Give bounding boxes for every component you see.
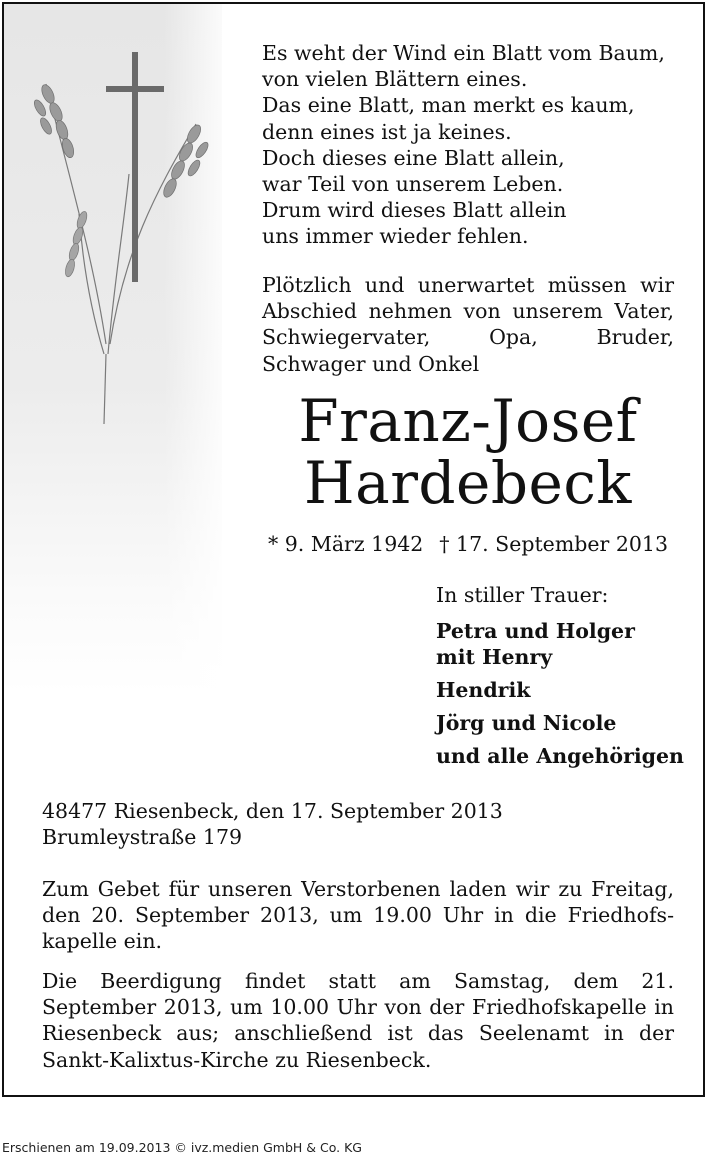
mourner-line: Petra und Holger [436,619,635,643]
funeral-paragraph: Die Beerdigung findet statt am Samstag, dem 21. September 2013, um 10.00 Uhr von der Friedhofskapelle in Riesenbeck aus; anschließend ist das Seelenamt in der Sankt-Kalixtus-Kirche zu Riesenbeck. [42,969,674,1072]
obituary-frame [2,2,705,1097]
prayer-paragraph: Zum Gebet für unseren Verstorbenen laden wir zu Freitag, den 20. September 2013, um 19.00 Uhr in die Friedhofs-kapelle ein. [42,877,674,954]
mourner-group [436,677,696,703]
intro-text: Plötzlich und unerwartet müssen wir Abschied nehmen von unserem Vater, Schwiegervater, Opa, Bruder, Schwager und Onkel [262,273,674,376]
poem-line: von vielen Blättern eines. [262,67,528,92]
first-name: Franz-Josef [298,387,638,455]
street-line: Brumleystraße 179 [42,825,243,849]
mourner-group [436,618,696,670]
death-date: † 17. September 2013 [439,532,668,556]
cross-and-wheat-emblem [34,24,234,444]
place-date-line: 48477 Riesenbeck, den 17. September 2013 [42,799,503,823]
last-name: Hardebeck [304,449,632,517]
poem-line: denn eines ist ja keines. [262,119,512,144]
life-dates [262,532,674,556]
wheat-icon [34,83,210,424]
poem-line: war Teil von unserem Leben. [262,172,564,197]
mourner-group [436,743,696,769]
mourner-group [436,710,696,736]
publication-footer: Erschienen am 19.09.2013 © ivz.medien GmbH & Co. KG [2,1140,362,1155]
mourners-lead: In stiller Trauer: [436,583,609,607]
mourner-line: Hendrik [436,678,531,702]
mourner-line: mit Henry [436,645,553,669]
poem-line: Das eine Blatt, man merkt es kaum, [262,93,635,118]
mourner-line: Jörg und Nicole [436,711,617,735]
mourner-line: und alle Angehörigen [436,744,684,768]
poem-line: Doch dieses eine Blatt allein, [262,145,565,170]
deceased-name [262,387,674,517]
poem [262,40,682,250]
poem-line: Es weht der Wind ein Blatt vom Baum, [262,41,665,65]
cross-icon [106,52,164,282]
address-block [42,798,682,850]
poem-line: uns immer wieder fehlen. [262,224,529,249]
birth-date: * 9. März 1942 [268,532,424,556]
poem-line: Drum wird dieses Blatt allein [262,198,567,223]
mourners [436,582,696,776]
